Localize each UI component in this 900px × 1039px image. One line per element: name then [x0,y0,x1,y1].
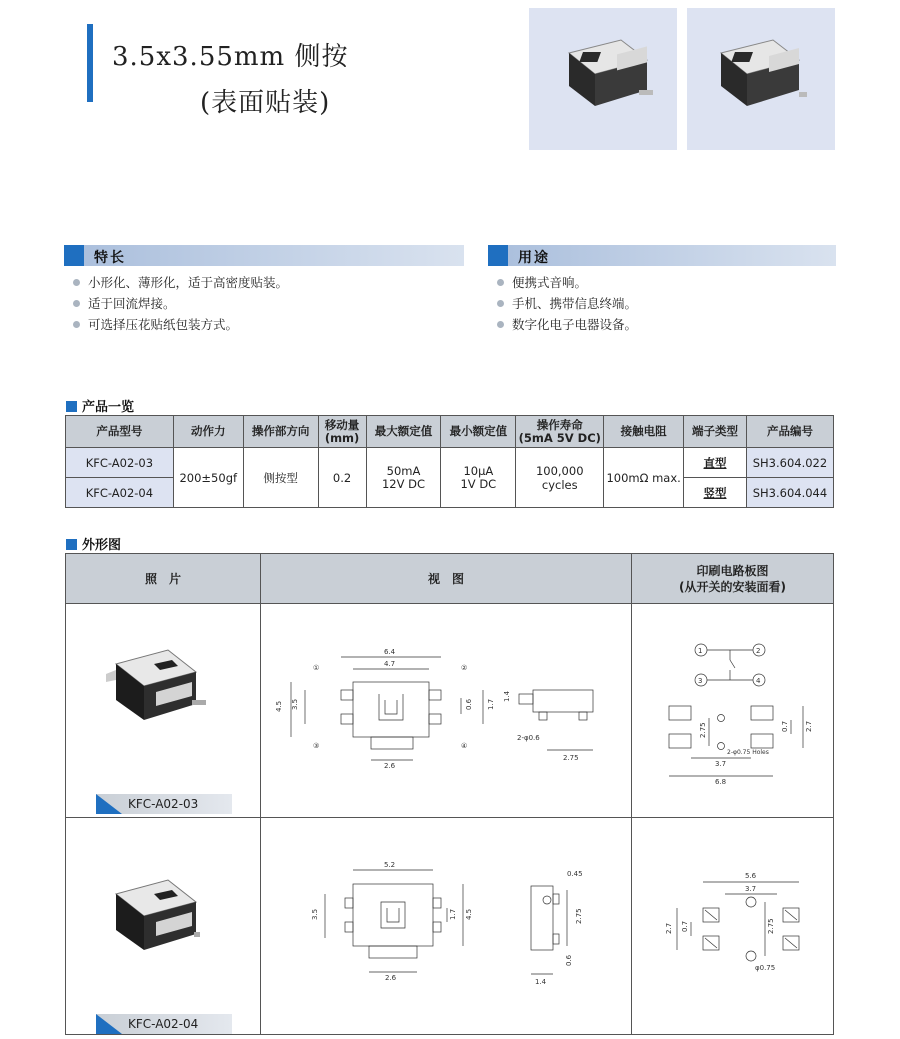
svg-text:2.75: 2.75 [699,722,707,738]
th-direction: 操作部方向 [243,416,318,448]
col-photo-header: 照 片 [144,572,181,586]
page-title: 3.5x3.55mm 侧按 [112,42,349,72]
th-life: 操作寿命 (5mA 5V DC) [516,416,604,448]
svg-text:3.7: 3.7 [715,760,727,768]
product-table [65,415,834,508]
th-max: 最大额定值 [366,416,441,448]
th-model: 产品型号 [66,416,174,448]
features-list [70,272,288,335]
view-drawing-03 [271,642,626,782]
view-drawing-04 [271,854,626,994]
th-min: 最小额定值 [441,416,516,448]
svg-text:2-φ0.75 Holes: 2-φ0.75 Holes [727,749,769,756]
uses-header: 用途 [488,245,836,266]
list-item: 可选择压花贴纸包装方式。 [70,314,288,335]
svg-text:4.5: 4.5 [275,700,283,712]
svg-text:4: 4 [756,677,761,685]
outline-table [65,553,834,1035]
svg-text:6.4: 6.4 [384,648,396,656]
title-accent-bar [87,24,93,102]
svg-text:3.5: 3.5 [311,908,319,920]
svg-text:3.7: 3.7 [745,885,757,893]
cell-code: SH3.604.022 [746,448,833,478]
th-resistance: 接触电阻 [604,416,684,448]
list-item: 数字化电子电器设备。 [494,314,637,335]
list-item: 便携式音响。 [494,272,637,293]
cell-resistance: 100mΩ max. [604,448,684,508]
pcb-drawing-04 [641,864,826,1004]
svg-text:5.6: 5.6 [745,872,757,880]
svg-text:3: 3 [698,677,703,685]
svg-text:6.8: 6.8 [715,778,727,786]
svg-text:2.75: 2.75 [563,754,579,762]
th-force: 动作力 [173,416,243,448]
svg-text:1.4: 1.4 [503,690,511,702]
cell-travel: 0.2 [318,448,366,508]
svg-text:①: ① [313,664,320,672]
cell-direction: 侧按型 [243,448,318,508]
cell-min: 10μA 1V DC [441,448,516,508]
col-view-header: 视 图 [427,572,464,586]
pcb-drawing-03 [641,634,826,794]
cell-max: 50mA 12V DC [366,448,441,508]
svg-text:0.7: 0.7 [781,720,789,732]
svg-text:0.6: 0.6 [465,698,473,710]
svg-text:5.2: 5.2 [384,861,396,869]
product-photo-straight [529,8,677,150]
outline-heading: 外形图 [66,534,121,553]
svg-text:2.75: 2.75 [767,918,775,934]
page-subtitle: (表面贴装) [200,88,331,118]
product-list-heading: 产品一览 [66,396,134,415]
svg-text:φ0.75: φ0.75 [755,964,776,972]
table-row [66,448,834,478]
svg-text:0.45: 0.45 [567,870,583,878]
svg-text:4.7: 4.7 [384,660,396,668]
features-header: 特长 [64,245,464,266]
cell-model: KFC-A02-03 [66,448,174,478]
cell-code: SH3.604.044 [746,478,833,508]
svg-text:0.6: 0.6 [565,954,573,966]
cell-life: 100,000 cycles [516,448,604,508]
svg-text:④: ④ [461,742,468,750]
cell-terminal: 直型 [684,448,747,478]
svg-text:1: 1 [698,647,703,655]
list-item: 适于回流焊接。 [70,293,288,314]
photo-straight-terminal [96,634,236,744]
cell-model: KFC-A02-04 [66,478,174,508]
svg-text:0.7: 0.7 [681,920,689,932]
svg-text:2.75: 2.75 [575,908,583,924]
svg-text:1.7: 1.7 [449,908,457,920]
cell-terminal: 竖型 [684,478,747,508]
list-item: 手机、携带信息终端。 [494,293,637,314]
model-tag-04: KFC-A02-04 [96,1014,232,1034]
svg-text:③: ③ [313,742,320,750]
svg-text:②: ② [461,664,468,672]
th-terminal: 端子类型 [684,416,747,448]
col-pcb-header: 印刷电路板图 (从开关的安装面看) [679,564,786,594]
product-photo-vertical [687,8,835,150]
svg-text:2.7: 2.7 [805,720,813,732]
svg-text:2.6: 2.6 [385,974,397,982]
model-tag-03: KFC-A02-03 [96,794,232,814]
svg-text:2.7: 2.7 [665,922,673,934]
svg-text:2: 2 [756,647,761,655]
th-code: 产品编号 [746,416,833,448]
list-item: 小形化、薄形化，适于高密度贴装。 [70,272,288,293]
uses-list [494,272,637,335]
svg-text:3.5: 3.5 [291,698,299,710]
th-travel: 移动量 (mm) [318,416,366,448]
svg-text:4.5: 4.5 [465,908,473,920]
cell-force: 200±50gf [173,448,243,508]
photo-vertical-terminal [96,864,236,974]
svg-text:2.6: 2.6 [384,762,396,770]
svg-text:1.4: 1.4 [535,978,547,986]
svg-text:2-φ0.6: 2-φ0.6 [517,734,540,742]
svg-text:1.7: 1.7 [487,698,495,710]
table-header-row [66,416,834,448]
